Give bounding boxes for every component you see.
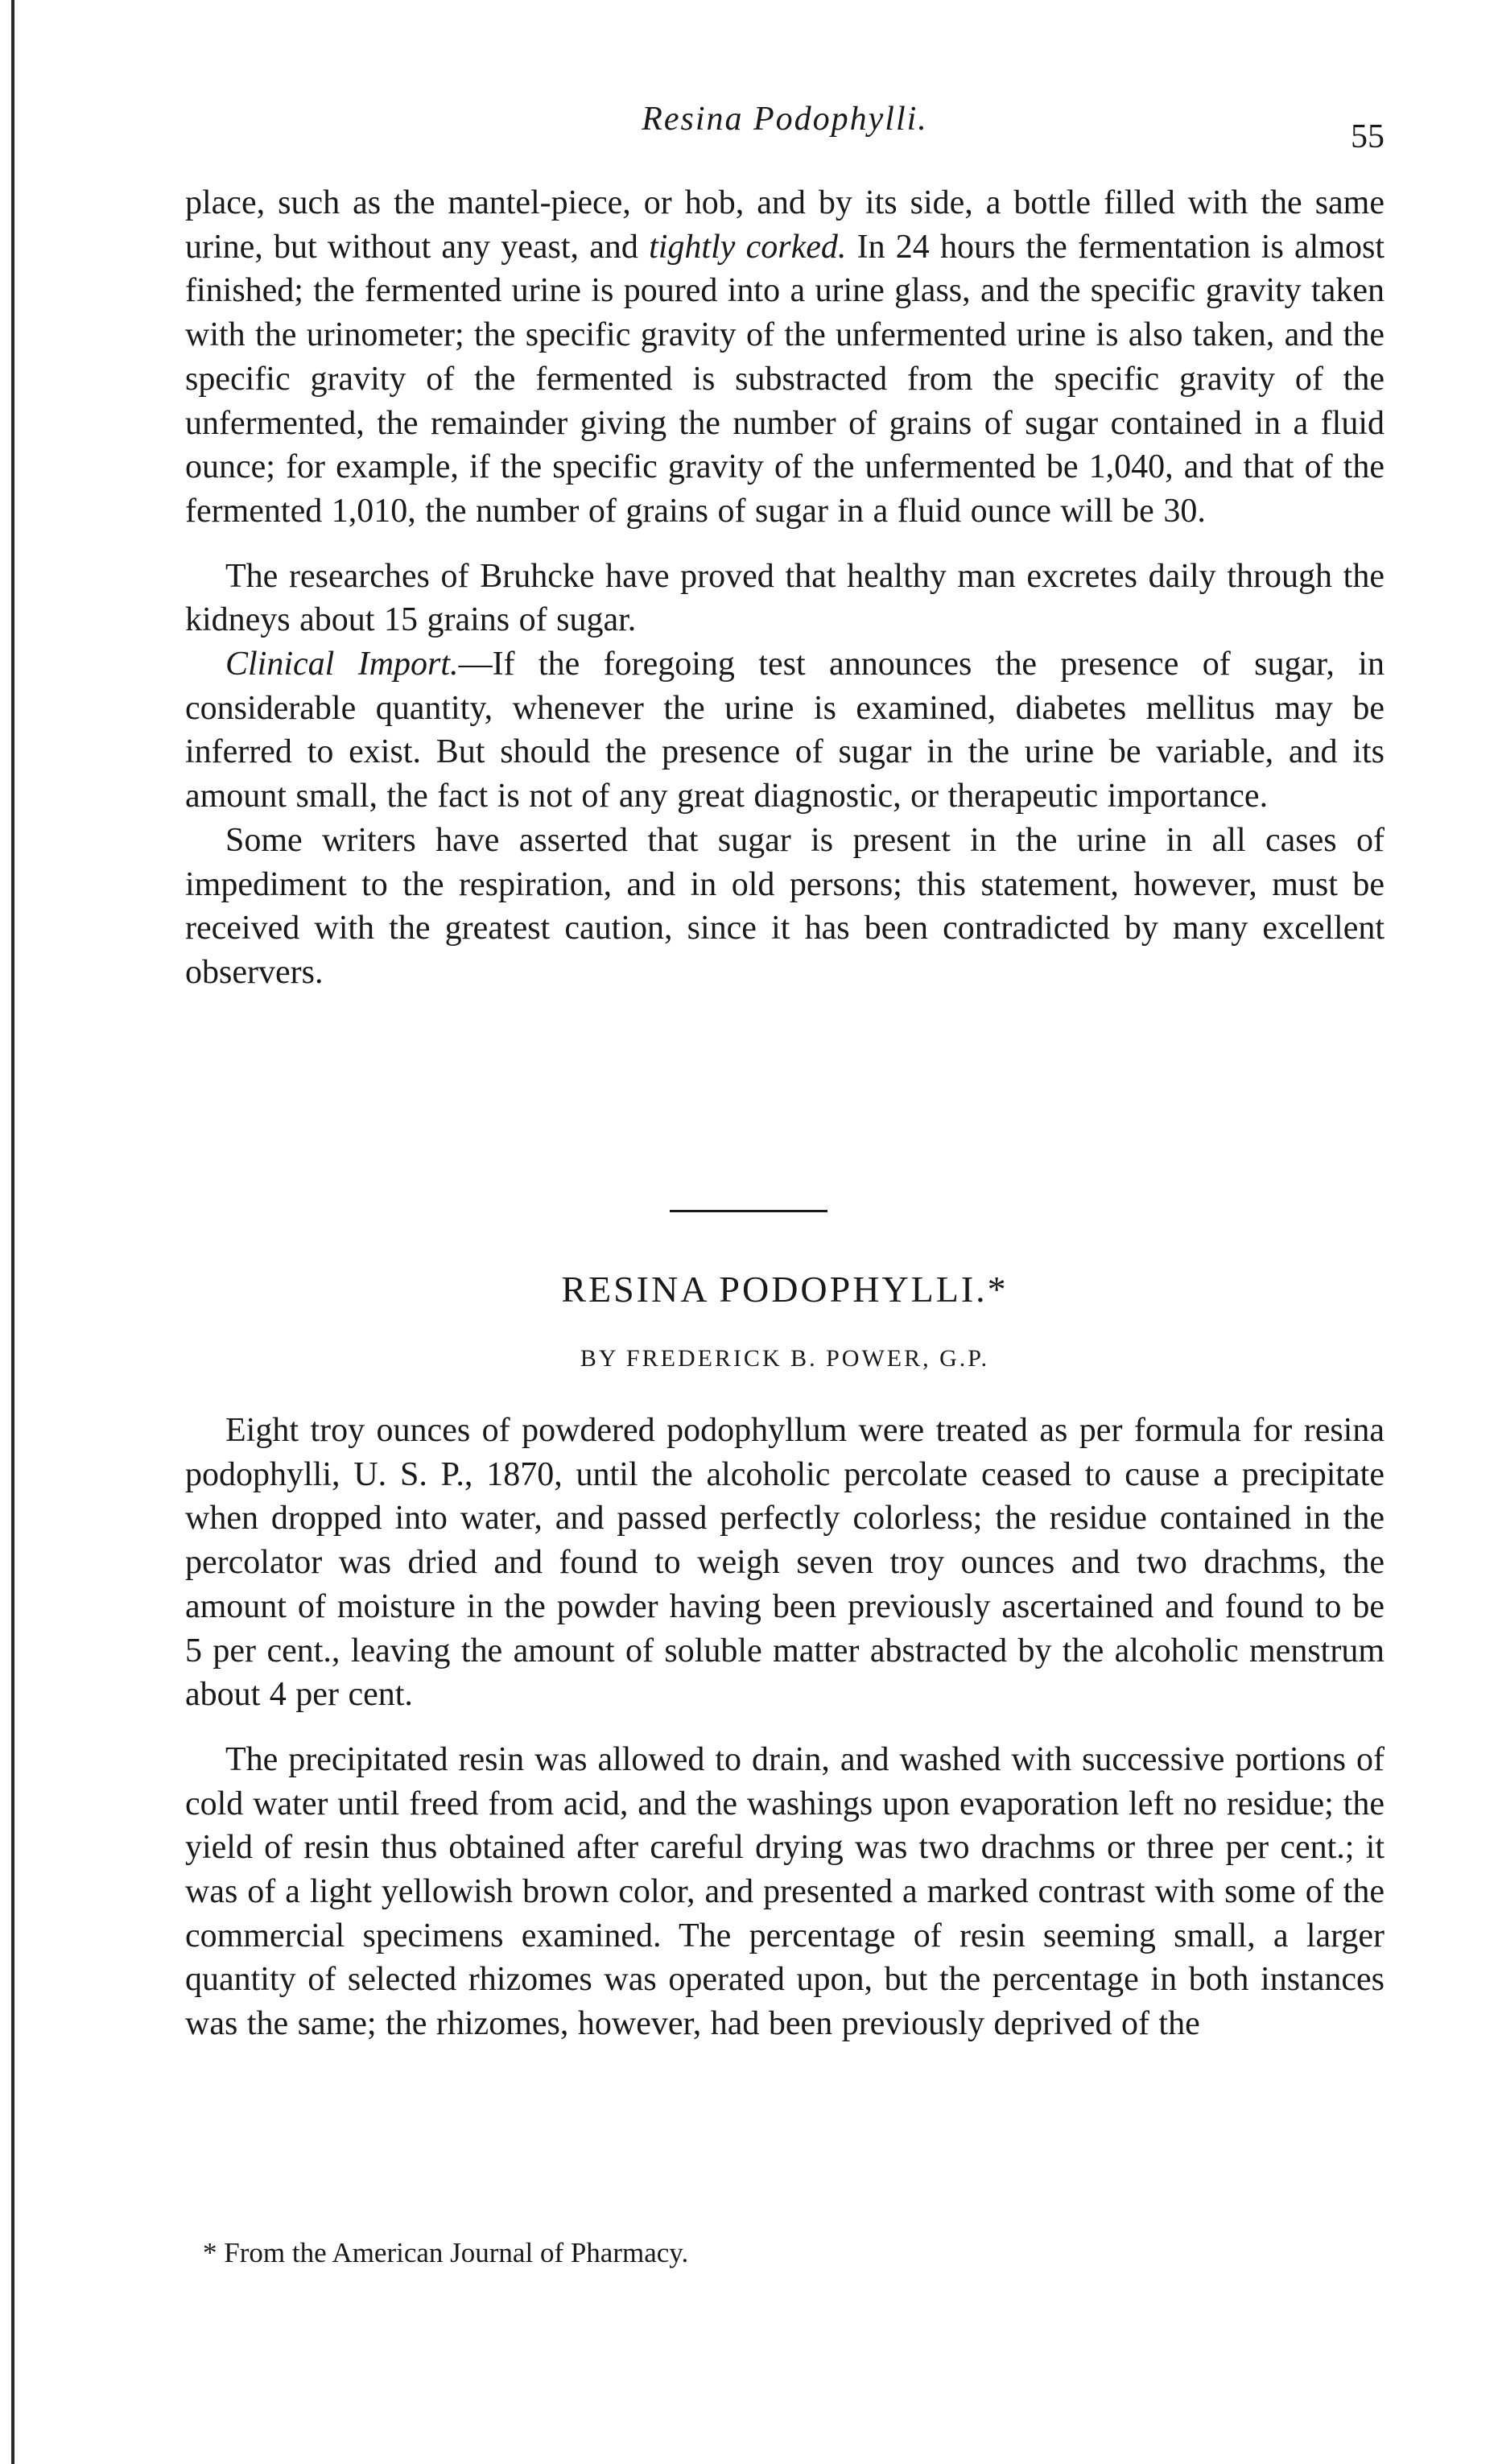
page-number: 55 xyxy=(1351,118,1385,155)
continued-text xyxy=(185,181,1385,995)
paragraph-podophyllum: Eight troy ounces of powdered podophyllum were treated as per formula for resina podophylli, U. S. P., 1870, until the alcoholic percolate ceased to cause a precipitate when dropped into water, and passed perfectly colorless; the residue contained in the percolator was dried and found to weigh seven troy ounces and two drachms, the amount of moisture in the powder having been previously ascertained and found to be 5 per cent., leaving the amount of soluble matter abstracted by the alcoholic menstrum about 4 per cent. xyxy=(185,1412,1385,1714)
paragraph-text: place, such as the mantel-piece, or hob, and by its side, a bottle filled with the same urine, but without any yeast, and xyxy=(185,184,1385,266)
article-body xyxy=(185,1409,1385,2046)
emphasis-text: tightly corked. xyxy=(649,228,847,266)
article-title: RESINA PODOPHYLLI.* xyxy=(561,1269,1009,1310)
clinical-import-heading: Clinical Import. xyxy=(225,646,459,683)
paragraph-writers: Some writers have asserted that sugar is present in the urine in all cases of impediment to the respiration, and in old persons; this statement, however, must be received with the greatest caution, since it has been contradicted by many excellent observers. xyxy=(185,821,1385,991)
paragraph-text: —If the foregoing test announces the presence of sugar, in considerable quantity, whenever the urine is examined, diabetes mellitus may be inferred to exist. But should the presence of sugar in the urine be variable, and its amount small, the fact is not of any great diagnostic, or therapeutic importance. xyxy=(185,646,1385,815)
section-separator xyxy=(670,1210,827,1212)
paragraph-gap xyxy=(185,1717,1385,1738)
paragraph-bruhcke: The researches of Bruhcke have proved that healthy man excretes daily through the kidneys about 15 grains of sugar. xyxy=(185,557,1385,639)
paragraph-gap xyxy=(185,534,1385,555)
paragraph-text: In 24 hours the fermentation is almost finished; the fermented urine is poured into a urine glass, and the specific gravity taken with the urinometer; the specific gravity of the unfermented urine is also taken, and the specific gravity of the fermented is substracted from the specific gravity of the unfermented, the remainder giving the number of grains of sugar contained in a fluid ounce; for example, if the specific gravity of the unfermented be 1,040, and that of the fermented 1,010, the number of grains of sugar in a fluid ounce will be 30. xyxy=(185,228,1385,530)
running-title: Resina Podophylli. xyxy=(642,101,928,138)
article-byline: BY FREDERICK B. POWER, G.P. xyxy=(580,1345,990,1372)
binding-edge xyxy=(11,0,14,2464)
paragraph-clinical-import xyxy=(185,642,1385,819)
running-head xyxy=(185,95,1385,155)
footnote: * From the American Journal of Pharmacy. xyxy=(203,2237,689,2268)
paragraph-precipitated-resin: The precipitated resin was allowed to drain, and washed with successive portions of cold water until freed from acid, and the washings upon evaporation left no residue; the yield of resin thus obtained after careful drying was two drachms or three per cent.; it was of a light yellowish brown color, and presented a marked contrast with some of the commercial specimens examined. The percentage of resin seeming small, a larger quantity of selected rhizomes was operated upon, but the percentage in both instances was the same; the rhizomes, however, had been previously deprived of the xyxy=(185,1740,1385,2043)
paragraph-urine-test xyxy=(185,181,1385,534)
